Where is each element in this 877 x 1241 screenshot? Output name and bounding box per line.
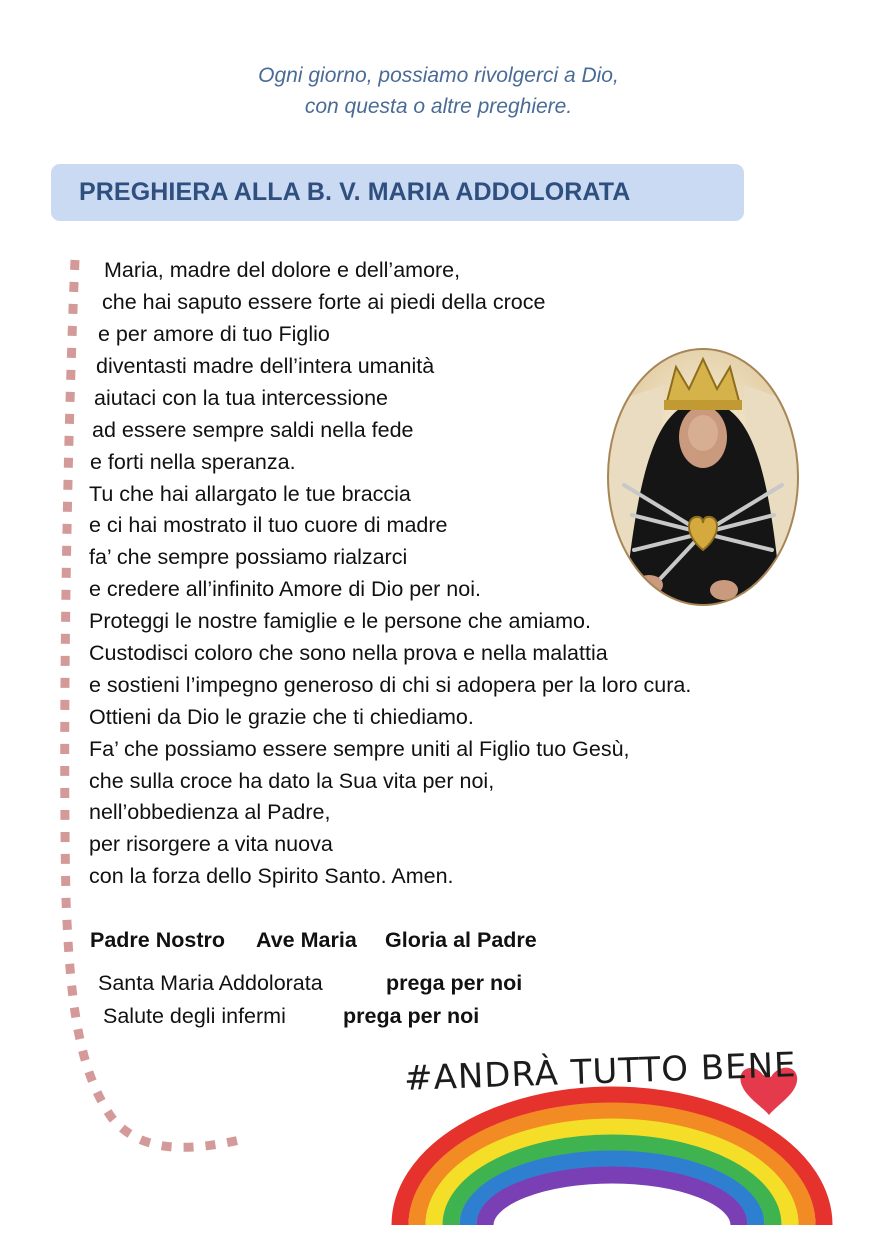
prayer-name-padre-nostro: Padre Nostro: [90, 928, 226, 952]
prayer-line: Tu che hai allargato le tue braccia: [89, 482, 411, 506]
prayer-title: PREGHIERA ALLA B. V. MARIA ADDOLORATA: [79, 178, 631, 206]
invocation-response: prega per noi: [343, 1004, 480, 1028]
prayer-line: Maria, madre del dolore e dell’amore,: [104, 258, 461, 282]
invocation-name: Salute degli infermi: [103, 1004, 286, 1028]
prayer-line: che sulla croce ha dato la Sua vita per noi,: [89, 769, 495, 793]
prayer-line: ad essere sempre saldi nella fede: [92, 418, 414, 442]
prayer-line: e sostieni l’impegno generoso di chi si adopera per la loro cura.: [89, 673, 692, 697]
prayer-line: per risorgere a vita nuova: [89, 832, 333, 856]
andra-tutto-bene-text: #ANDRÀ TUTTO BENE: [403, 1045, 798, 1099]
prayer-line: e per amore di tuo Figlio: [98, 322, 330, 346]
prayer-line: con la forza dello Spirito Santo. Amen.: [89, 864, 454, 888]
prayer-line: nell’obbedienza al Padre,: [89, 800, 331, 824]
prayer-line: Fa’ che possiamo essere sempre uniti al Figlio tuo Gesù,: [89, 737, 630, 761]
prayer-name-ave-maria: Ave Maria: [256, 928, 357, 952]
prayer-line: e ci hai mostrato il tuo cuore di madre: [89, 513, 448, 537]
intro-line-1: Ogni giorno, possiamo rivolgerci a Dio,: [258, 64, 619, 87]
prayer-line: Ottieni da Dio le grazie che ti chiediamo.: [89, 705, 474, 729]
prayer-line: e forti nella speranza.: [90, 450, 296, 474]
prayer-line: e credere all’infinito Amore di Dio per noi.: [89, 577, 481, 601]
intro-line-2: con questa o altre preghiere.: [304, 95, 573, 118]
invocation-response: prega per noi: [386, 971, 523, 995]
madonna-portrait: [604, 345, 802, 609]
prayer-line: aiutaci con la tua intercessione: [94, 386, 389, 410]
prayer-line: Custodisci coloro che sono nella prova e nella malattia: [89, 641, 608, 665]
prayer-line: Proteggi le nostre famiglie e le persone che amiamo.: [89, 609, 591, 633]
prayer-line: diventasti madre dell’intera umanità: [96, 354, 435, 378]
prayer-line: che hai saputo essere forte ai piedi della croce: [102, 290, 546, 314]
invocation-name: Santa Maria Addolorata: [98, 971, 323, 995]
prayer-line: fa’ che sempre possiamo rialzarci: [89, 545, 408, 569]
prayer-name-gloria: Gloria al Padre: [385, 928, 537, 952]
